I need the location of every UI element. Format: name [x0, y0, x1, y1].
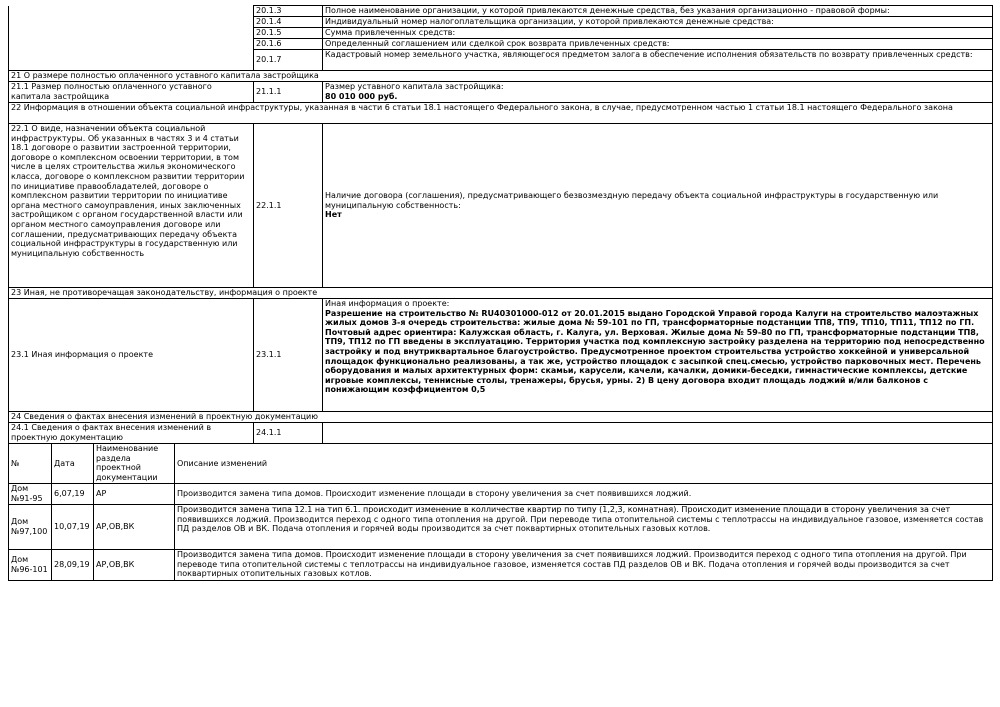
section-header-row	[9, 288, 993, 299]
change-row	[9, 550, 993, 581]
row-code: 20.1.4	[254, 17, 323, 28]
empty-cell	[323, 423, 993, 444]
change-section: АР,ОВ,ВК	[94, 505, 175, 550]
row-text: Определенный соглашением или сделкой срок возврата привлеченных средств:	[323, 39, 993, 50]
changes-header-row	[9, 444, 993, 484]
empty-cell	[9, 50, 254, 71]
section-header-row	[9, 103, 993, 124]
row-code: 23.1.1	[254, 299, 323, 412]
changes-table	[8, 443, 993, 581]
field-label: Наличие договора (соглашения), предусматривающего безвозмездную передачу объекта социальной инфраструктуры в государственную или муниципальную собственность:	[325, 191, 939, 210]
subsection-label: 22.1 О виде, назначении объекта социальной инфраструктуры. Об указанных в частях 3 и 4 статьи 18.1 договоре о развитии застроенной территории, договоре о комплексном освоении территории, в том числе в целях строительства жилья экономического класса, договоре о комплексном развитии территории по инициативе правообладателей, договоре о комплексном развитии территории по инициативе органа местного самоуправления, иных заключенных застройщиком с органом государственной власти или органом местного самоуправления договоре или соглашении, предусматривающих передачу объекта социальной инфраструктуры в государственную или муниципальную собственность	[9, 124, 254, 288]
change-num: Дом №97,100	[9, 505, 52, 550]
table-row	[9, 39, 993, 50]
row-code: 20.1.7	[254, 50, 323, 71]
row-text: Кадастровый номер земельного участка, являющегося предметом залога в обеспечение исполнения обязательств по возврату привлеченных средств:	[323, 50, 993, 71]
row-text	[323, 299, 993, 412]
change-date: 6,07,19	[52, 484, 94, 505]
empty-cell	[9, 17, 254, 28]
header-date: Дата	[52, 444, 94, 484]
change-date: 28,09,19	[52, 550, 94, 581]
table-row	[9, 6, 993, 17]
change-num: Дом №91-95	[9, 484, 52, 505]
field-label: Иная информация о проекте:	[325, 299, 450, 308]
section-header-row	[9, 412, 993, 423]
empty-cell	[9, 39, 254, 50]
row-code: 20.1.5	[254, 28, 323, 39]
change-desc: Производится замена типа домов. Происходит изменение площади в сторону увеличения за счет появившихся лоджий. Производится переход с одного типа отопления на другой. При переводе типа отопительной системы с теплотрассы на индивидуальное газовое, изменяется состав ПД разделов ОВ и ВК. Подача отопления и горячей воды производится за счет поквартирных отопительных газовых котлов.	[175, 550, 993, 581]
row-code: 20.1.6	[254, 39, 323, 50]
empty-cell	[9, 6, 254, 17]
row-text: Полное наименование организации, у которой привлекаются денежные средства, без указания организационно - правовой формы:	[323, 6, 993, 17]
header-section: Наименование раздела проектной документации	[94, 444, 175, 484]
field-value: 80 010 000 руб.	[325, 91, 398, 101]
change-num: Дом №96-101	[9, 550, 52, 581]
change-desc: Производится замена типа домов. Происходит изменение площади в сторону увеличения за счет появившихся лоджий.	[175, 484, 993, 505]
table-row	[9, 50, 993, 71]
document-page	[8, 5, 992, 581]
row-code: 20.1.3	[254, 6, 323, 17]
row-text: Сумма привлеченных средств:	[323, 28, 993, 39]
table-row	[9, 28, 993, 39]
change-row	[9, 484, 993, 505]
table-row	[9, 299, 993, 412]
table-row	[9, 17, 993, 28]
subsection-label: 24.1 Сведения о фактах внесения изменений в проектную документацию	[9, 423, 254, 444]
table-row	[9, 423, 993, 444]
header-num: №	[9, 444, 52, 484]
empty-cell	[9, 28, 254, 39]
section-header-row	[9, 71, 993, 82]
change-desc: Производится замена типа 12.1 на тип 6.1. происходит изменение в колличестве квартир по типу (1,2,3, комнатная). Происходит изменение площади в сторону увеличения за счет появившихся лоджий. Производится переход с одного типа отопления на другой. При переводе типа отопительной системы с теплотрассы на индивидуальное газовое, изменяется состав ПД разделов ОВ и ВК. Подача отопления и горячей воды производится за счет поквартирных отопительных газовых котлов.	[175, 505, 993, 550]
row-code: 21.1.1	[254, 82, 323, 103]
section-title: 24 Сведения о фактах внесения изменений в проектную документацию	[9, 412, 993, 423]
row-text: Индивидуальный номер налогоплательщика организации, у которой привлекаются денежные средства:	[323, 17, 993, 28]
section-title: 21 О размере полностью оплаченного уставного капитала застройщика	[9, 71, 993, 82]
field-label: Размер уставного капитала застройщика:	[325, 82, 504, 91]
change-row	[9, 505, 993, 550]
subsection-label: 23.1 Иная информация о проекте	[9, 299, 254, 412]
subsection-label: 21.1 Размер полностью оплаченного уставного капитала застройщика	[9, 82, 254, 103]
header-desc: Описание изменений	[175, 444, 993, 484]
table-row	[9, 124, 993, 288]
field-value: Разрешение на строительство № RU40301000-012 от 20.01.2015 выдано Городской Управой города Калуги на строительство малоэтажных жилых домов 3-я очередь строительства: жилые дома № 59-101 по ГП, трансформаторные подстанции ТП8, ТП9, ТП10, ТП11, ТП12 по ГП. Почтовый адрес ориентира: Калужская область, г. Калуга, ул. Верховая. Жилые дома № 59-80 по ГП, трансформаторные подстанции ТП8, ТП9, ТП12 по ГП введены в эксплуатацию. Территория участка под комплексную застройку разделена на территорию под непосредственно застройку и под внутриквартальное благоустройство. Предусмотренное проектом строительства устройство хоккейной и универсальной площадок функционально реализованы, а так же, устройство площадок с засыпкой спец.смесью, устройство парковочных мест. Перечень оборудования и малых архитектурных форм: скамьи, карусели, качели, качалки, домики-беседки, гимнастические комплексы, детские игровые комплексы, теннисные столы, тренажеры, брусья, урны. 2) В цену договора входит площадь лоджий и/или балконов с понижающим коэффициентом 0,5	[325, 308, 985, 395]
change-date: 10,07,19	[52, 505, 94, 550]
table-row	[9, 82, 993, 103]
change-section: АР	[94, 484, 175, 505]
project-declaration-table	[8, 5, 993, 444]
row-code: 22.1.1	[254, 124, 323, 288]
row-code: 24.1.1	[254, 423, 323, 444]
field-value: Нет	[325, 210, 342, 220]
row-text	[323, 82, 993, 103]
section-title: 22 Информация в отношении объекта социальной инфраструктуры, указанная в части 6 статьи 18.1 настоящего Федерального закона, в случае, предусмотренном частью 1 статьи 18.1 настоящего Федерального закона	[9, 103, 993, 124]
section-title: 23 Иная, не противоречащая законодательству, информация о проекте	[9, 288, 993, 299]
change-section: АР,ОВ,ВК	[94, 550, 175, 581]
row-text	[323, 124, 993, 288]
